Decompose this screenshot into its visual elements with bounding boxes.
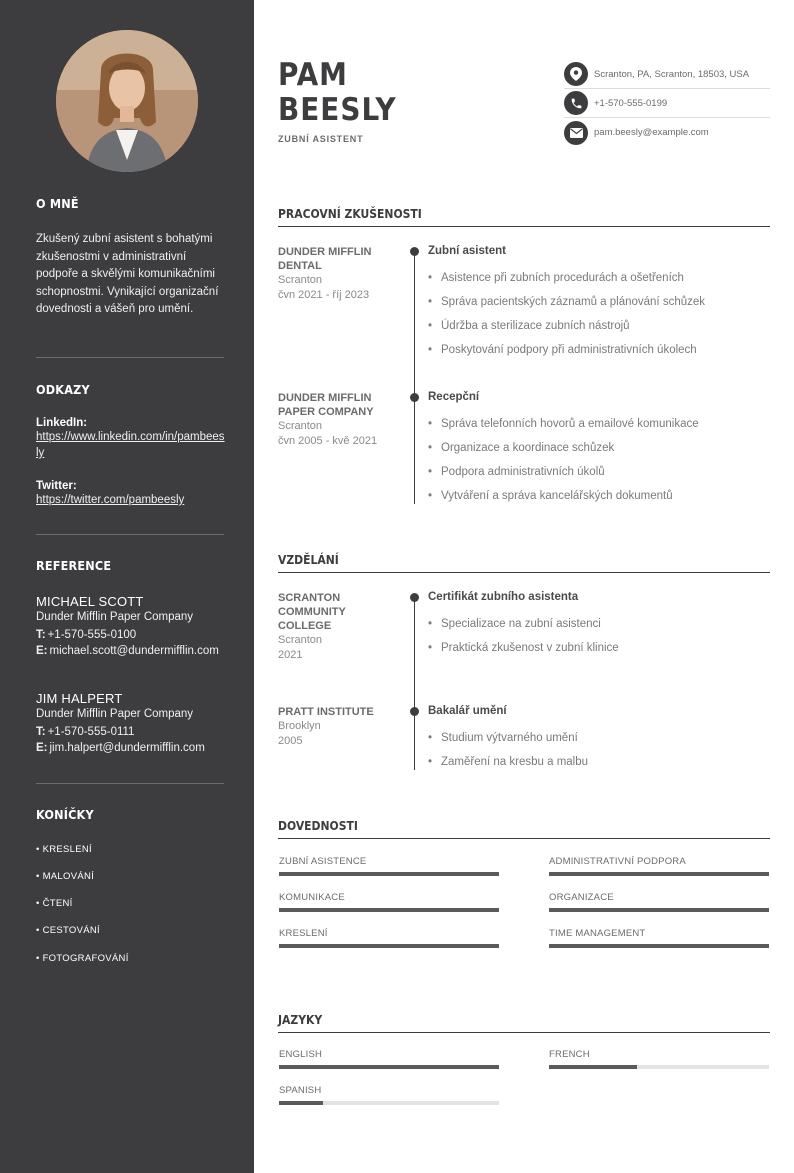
reference-item (36, 691, 226, 756)
skill-name: ZUBNÍ ASISTENCE (279, 856, 367, 867)
skill-name: KRESLENÍ (279, 928, 328, 939)
job-title: ZUBNÍ ASISTENT (278, 134, 364, 144)
link-label: Twitter: (36, 480, 77, 492)
hobby-item: • FOTOGRAFOVÁNÍ (36, 953, 129, 964)
timeline-line (414, 597, 415, 770)
org-name: SCRANTON COMMUNITY COLLEGE (278, 592, 346, 632)
experience-org (278, 391, 398, 449)
hobby-item: • KRESLENÍ (36, 844, 92, 855)
list-item: • Podpora administrativních úkolů (428, 460, 768, 484)
reference-item (36, 594, 226, 659)
list-item: • Praktická zkušenost v zubní klinice (428, 636, 768, 660)
list-item: • Studium výtvarného umění (428, 726, 768, 750)
timeline-dot (410, 707, 419, 716)
skill-item (549, 928, 769, 948)
language-bar (279, 1101, 499, 1105)
reference-name: MICHAEL SCOTT (36, 594, 144, 609)
language-name: ENGLISH (279, 1049, 323, 1060)
skill-name: ORGANIZACE (549, 892, 614, 903)
language-name: FRENCH (549, 1049, 590, 1060)
language-bar-fill (549, 1065, 637, 1069)
list-item: • Asistence při zubních procedurách a ošetřeních (428, 266, 768, 290)
reference-phone: T: +1-570-555-0111 (36, 726, 135, 738)
list-item: • Specializace na zubní asistenci (428, 612, 768, 636)
address-text: Scranton, PA, Scranton, 18503, USA (594, 68, 750, 80)
links-heading: ODKAZY (36, 382, 90, 397)
phone-text: +1-570-555-0199 (594, 97, 668, 109)
about-heading: O MNĚ (36, 196, 79, 211)
role-title: Recepční (428, 391, 480, 403)
last-name: BEESLY (278, 92, 397, 128)
skill-name: ADMINISTRATIVNÍ PODPORA (549, 856, 686, 867)
skill-bar (279, 944, 499, 948)
education-org (278, 591, 378, 663)
sidebar-divider (36, 357, 224, 358)
envelope-icon (564, 121, 588, 145)
reference-email: E: jim.halpert@dundermifflin.com (36, 742, 205, 754)
org-name: PRATT INSTITUTE (278, 706, 374, 718)
main-content (254, 0, 794, 1173)
phone-icon (564, 91, 588, 115)
reference-phone: T: +1-570-555-0100 (36, 629, 137, 641)
hobby-item: • MALOVÁNÍ (36, 871, 95, 882)
location-pin-icon (564, 62, 588, 86)
hobbies-heading: KONÍČKY (36, 807, 94, 822)
language-item (549, 1049, 769, 1069)
contact-address (564, 60, 770, 89)
skill-item (549, 892, 769, 912)
reference-email: E: michael.scott@dundermifflin.com (36, 645, 219, 657)
skill-bar (279, 872, 499, 876)
timeline-dot (410, 593, 419, 602)
org-dates: čvn 2005 - kvě 2021 (278, 435, 378, 447)
skill-bar-fill (279, 944, 499, 948)
education-org (278, 705, 398, 749)
sidebar-divider (36, 783, 224, 784)
org-dates: 2021 (278, 649, 303, 661)
role-bullets (428, 726, 768, 774)
hobby-item: • ČTENÍ (36, 898, 73, 909)
timeline-dot (410, 393, 419, 402)
skill-bar-fill (279, 872, 499, 876)
timeline-line (414, 251, 415, 504)
org-location: Scranton (278, 274, 323, 286)
timeline-dot (410, 247, 419, 256)
skill-name: TIME MANAGEMENT (549, 928, 646, 939)
list-item: • Poskytování podpory při administrativních úkolech (428, 338, 768, 362)
language-bar-fill (279, 1101, 323, 1105)
language-item (279, 1085, 499, 1105)
org-dates: 2005 (278, 735, 303, 747)
list-item: • Správa pacientských záznamů a plánování schůzek (428, 290, 768, 314)
role-bullets (428, 612, 768, 660)
role-bullets (428, 266, 768, 362)
skill-bar-fill (279, 908, 499, 912)
skill-item (279, 928, 499, 948)
profile-photo (56, 30, 198, 172)
org-name: DUNDER MIFFLIN PAPER COMPANY (278, 392, 374, 418)
role-title: Zubní asistent (428, 245, 506, 257)
skill-bar-fill (549, 944, 769, 948)
role-title: Certifikát zubního asistenta (428, 591, 579, 603)
email-text[interactable]: pam.beesly@example.com (594, 127, 709, 138)
reference-name: JIM HALPERT (36, 691, 123, 706)
language-bar (279, 1065, 499, 1069)
language-name: SPANISH (279, 1085, 322, 1096)
skill-bar-fill (549, 908, 769, 912)
language-item (279, 1049, 499, 1069)
sidebar-divider (36, 534, 224, 535)
skill-bar-fill (549, 872, 769, 876)
first-name: PAM (278, 57, 348, 93)
list-item: • Vytváření a správa kancelářských dokumentů (428, 484, 768, 508)
link-twitter (36, 480, 226, 508)
list-item: • Údržba a sterilizace zubních nástrojů (428, 314, 768, 338)
org-location: Brooklyn (278, 720, 321, 732)
role-bullets (428, 412, 768, 508)
list-item: • Zaměření na kresbu a malbu (428, 750, 768, 774)
contact-phone (564, 89, 770, 118)
link-label: LinkedIn: (36, 417, 88, 429)
link-linkedin (36, 417, 226, 461)
linkedin-url[interactable]: https://www.linkedin.com/in/pambeesly (36, 431, 225, 459)
skill-bar (549, 944, 769, 948)
contact-email (564, 118, 770, 147)
org-name: DUNDER MIFFLIN DENTAL (278, 246, 372, 272)
education-heading: VZDĚLÁNÍ (278, 553, 770, 573)
skill-bar (549, 872, 769, 876)
org-dates: čvn 2021 - říj 2023 (278, 289, 370, 301)
twitter-url[interactable]: https://twitter.com/pambeesly (36, 494, 185, 506)
list-item: • Organizace a koordinace schůzek (428, 436, 768, 460)
references-heading: REFERENCE (36, 558, 112, 573)
org-location: Scranton (278, 634, 323, 646)
reference-company: Dunder Mifflin Paper Company (36, 611, 194, 623)
sidebar (0, 0, 254, 1173)
experience-org (278, 245, 398, 303)
reference-company: Dunder Mifflin Paper Company (36, 708, 194, 720)
full-name (278, 58, 397, 128)
skill-item (279, 856, 499, 876)
org-location: Scranton (278, 420, 323, 432)
about-text: Zkušený zubní asistent s bohatými zkušenostmi v administrativní podpoře a skvělými komunikačními schopnostmi. Vynikající organizační dovednosti a vášeň pro umění. (36, 233, 219, 315)
hobby-item: • CESTOVÁNÍ (36, 925, 100, 936)
role-title: Bakalář umění (428, 705, 507, 717)
language-bar (549, 1065, 769, 1069)
skill-item (549, 856, 769, 876)
list-item: • Správa telefonních hovorů a emailové komunikace (428, 412, 768, 436)
skill-item (279, 892, 499, 912)
skill-bar (549, 908, 769, 912)
skills-heading: DOVEDNOSTI (278, 819, 770, 839)
skill-name: KOMUNIKACE (279, 892, 345, 903)
language-bar-fill (279, 1065, 499, 1069)
experience-heading: PRACOVNÍ ZKUŠENOSTI (278, 207, 770, 227)
skill-bar (279, 908, 499, 912)
languages-heading: JAZYKY (278, 1013, 770, 1033)
